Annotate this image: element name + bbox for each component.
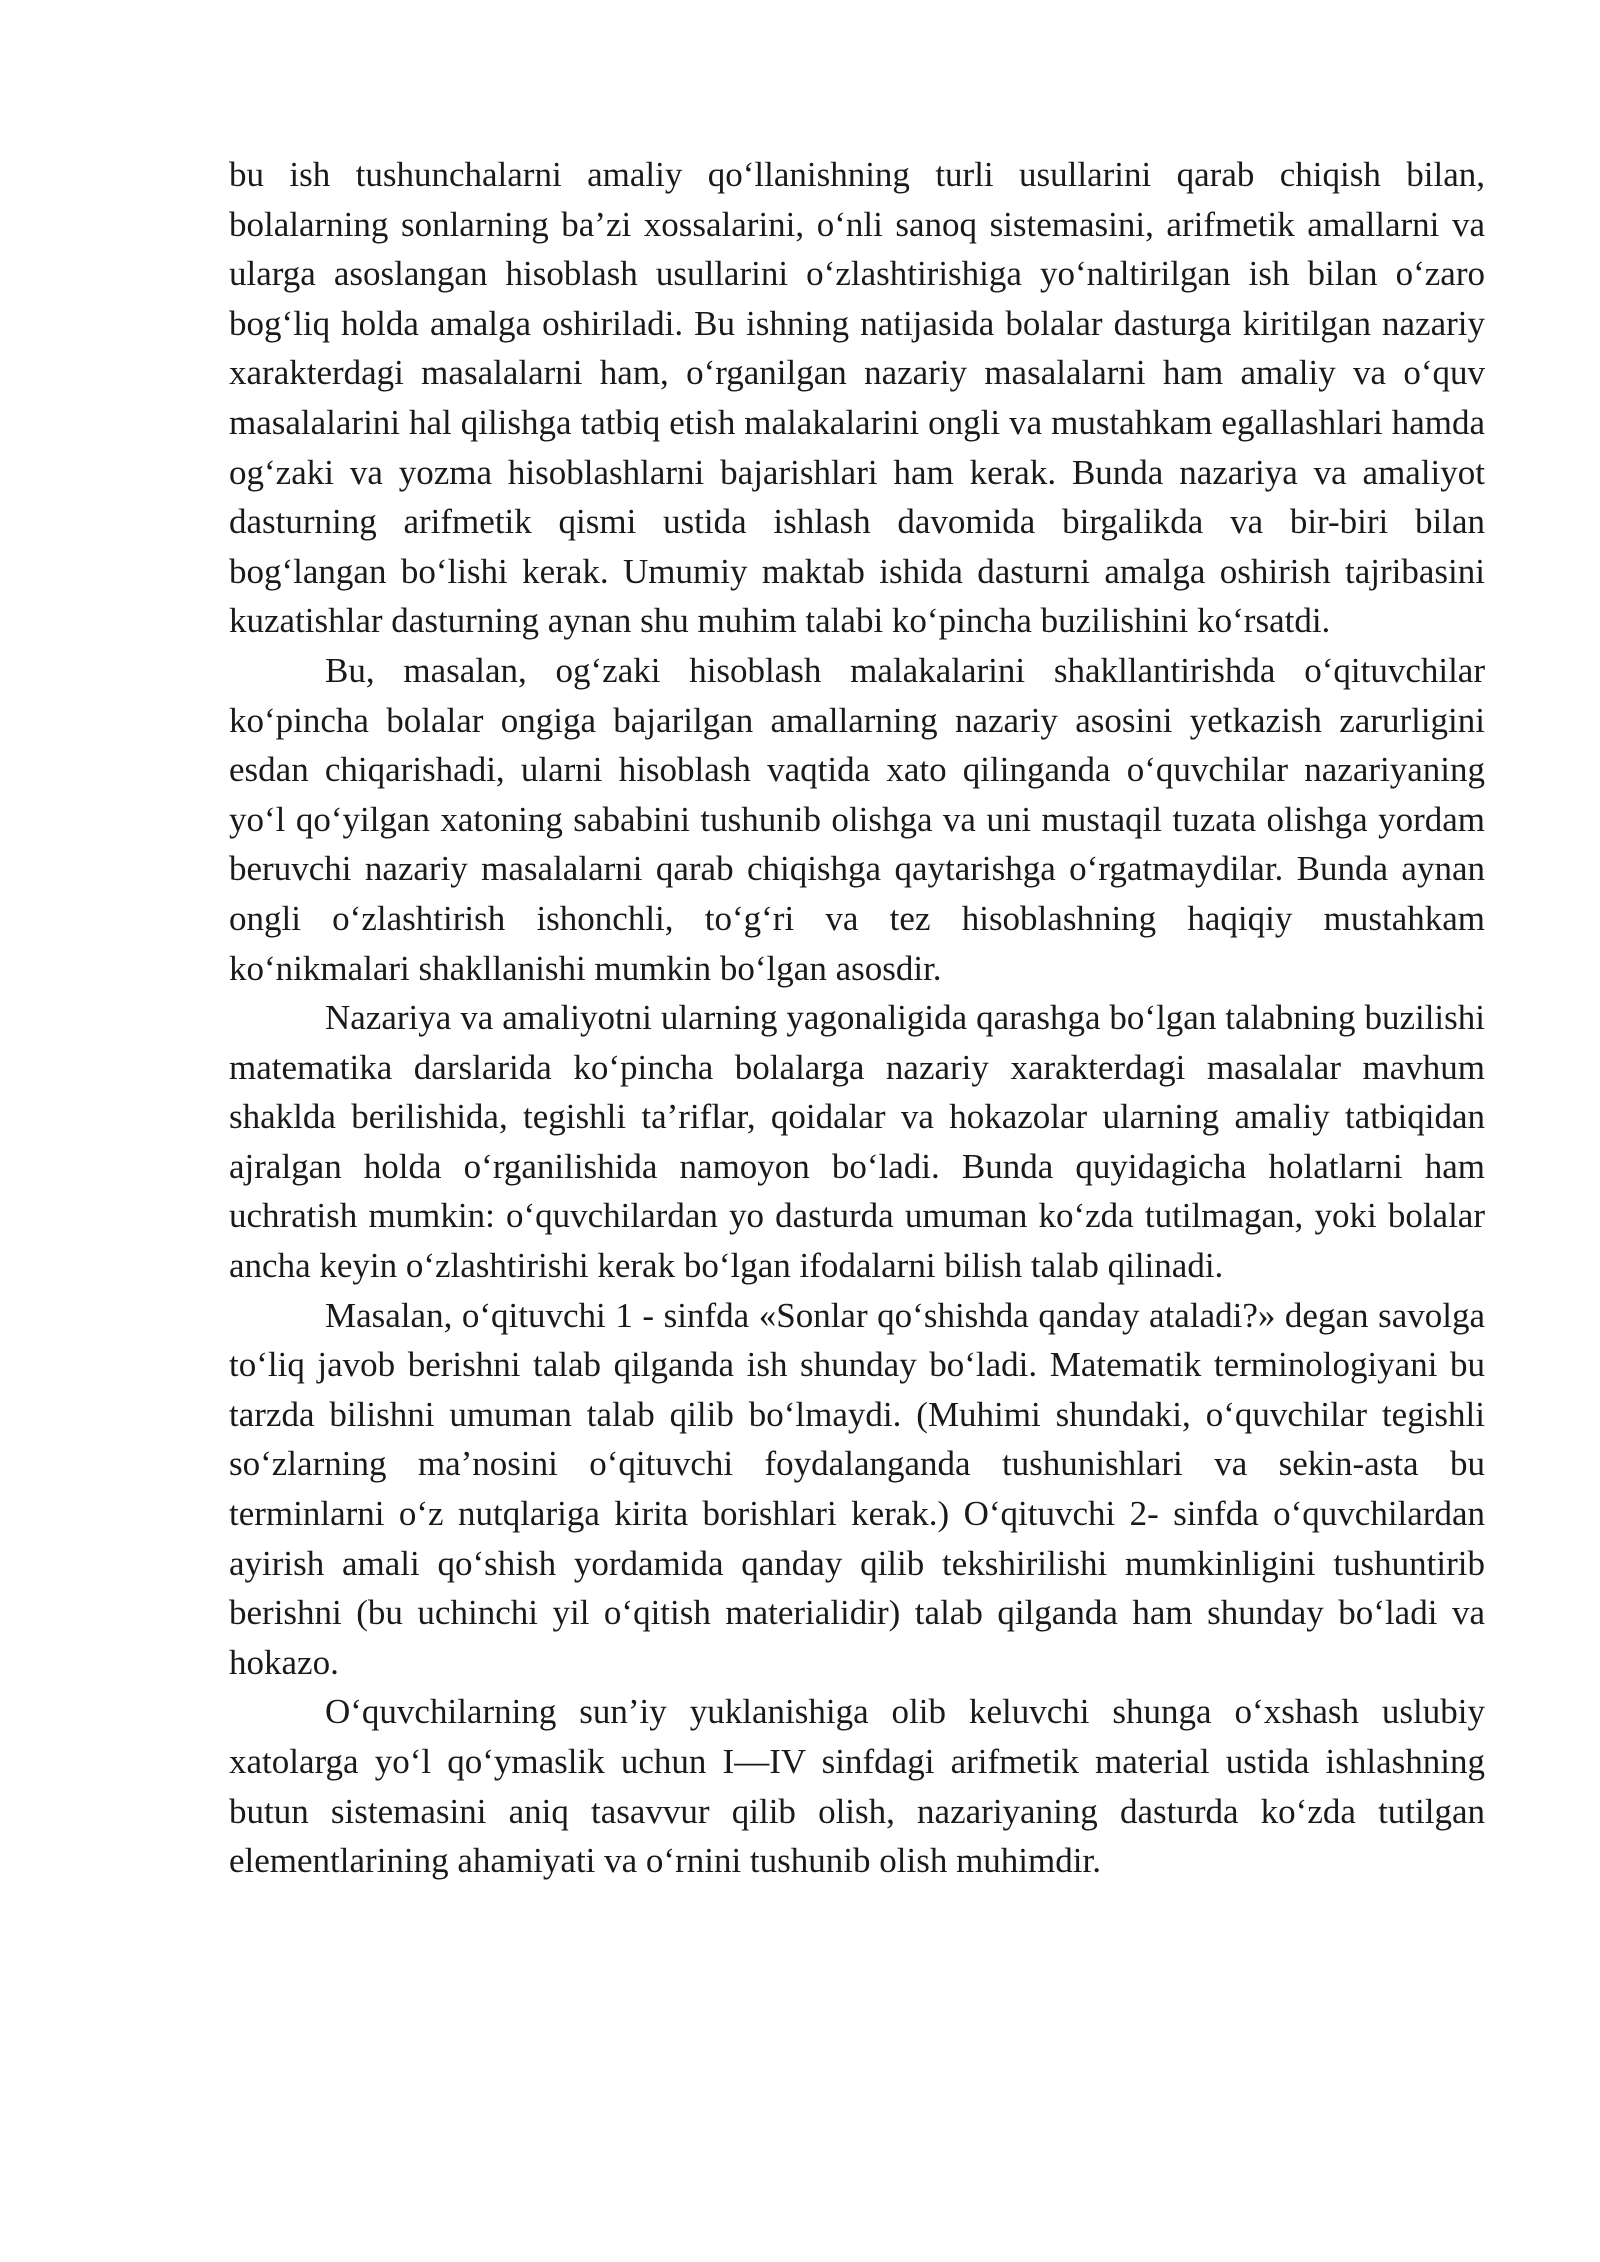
paragraph-theory-practice: Nazariya va amaliyotni ularning yagonaligida qarashga bo‘lgan talabning buzilishi matematika darslarida ko‘pincha bolalarga nazariy xarakterdagi masalalar mavhum shaklda berilishida, tegishli ta’riflar, qoidalar va hokazolar ularning amaliy tatbiqidan ajralgan holda o‘rganilishida namoyon bo‘ladi. Bunda quyidagicha holatlarni ham uchratish mumkin: o‘quvchilardan yo dasturda umuman ko‘zda tutilmagan, yoki bolalar ancha keyin o‘zlashtirishi kerak bo‘lgan ifodalarni bilish talab qilinadi. [229,998,1485,1286]
paragraph-conclusion: O‘quvchilarning sun’iy yuklanishiga olib keluvchi shunga o‘xshash uslubiy xatolarga yo‘l qo‘ymaslik uchun I—IV sinfdagi arifmetik material ustida ishlashning butun sistemasini aniq tasavvur qilib olish, nazariyaning dasturda ko‘zda tutilgan elementlarining ahamiyati va o‘rnini tushunib olish muhimdir. [229,1692,1485,1881]
paragraph-continuation: bu ish tushunchalarni amaliy qo‘llanishning turli usullarini qarab chiqish bilan, bolalarning sonlarning ba’zi xossalarini, o‘nli sanoq sistemasini, arifmetik amallarni va ularga asoslangan hisoblash usullarini o‘zlashtirishiga yo‘naltirilgan ish bilan o‘zaro bog‘liq holda amalga oshiriladi. Bu ishning natijasida bolalar dasturga kiritilgan nazariy xarakterdagi masalalarni ham, o‘rganilgan nazariy masalalarni ham amaliy va o‘quv masalalarini hal qilishga tatbiq etish malakalarini ongli va mustahkam egallashlari hamda og‘zaki va yozma hisoblashlarni bajarishlari ham kerak. Bunda nazariya va amaliyot dasturning arifmetik qismi ustida ishlash davomida birgalikda va bir-biri bilan bog‘langan bo‘lishi kerak. Umumiy maktab ishida dasturni amalga oshirish tajribasini kuzatishlar dasturning aynan shu muhim talabi ko‘pincha buzilishini ko‘rsatdi. [229,155,1485,641]
document-body [229,150,1485,1886]
paragraph-oral-calculation: Bu, masalan, og‘zaki hisoblash malakalarini shakllantirishda o‘qituvchilar ko‘pincha bolalar ongiga bajarilgan amallarning nazariy asosini yetkazish zarurligini esdan chiqarishadi, ularni hisoblash vaqtida xato qilinganda o‘quvchilar nazariyaning yo‘l qo‘yilgan xatoning sababini tushunib olishga va uni mustaqil tuzata olishga yordam beruvchi nazariy masalalarni qarab chiqishga qaytarishga o‘rgatmaydilar. Bunda aynan ongli o‘zlashtirish ishonchli, to‘g‘ri va tez hisoblashning haqiqiy mustahkam ko‘nikmalari shakllanishi mumkin bo‘lgan asosdir. [229,650,1485,988]
paragraph-example: Masalan, o‘qituvchi 1 - sinfda «Sonlar qo‘shishda qanday ataladi?» degan savolga to‘liq javob berishni talab qilganda ish shunday bo‘ladi. Matematik terminologiyani bu tarzda bilishni umuman talab qilib bo‘lmaydi. (Muhimi shundaki, o‘quvchilar tegishli so‘zlarning ma’nosini o‘qituvchi foydalanganda tushunishlari va sekin-asta bu terminlarni o‘z nutqlariga kirita borishlari kerak.) O‘qituvchi 2- sinfda o‘quvchilardan ayirish amali qo‘shish yordamida qanday qilib tekshirilishi mumkinligini tushuntirib berishni (bu uchinchi yil o‘qitish materialidir) talab qilganda ham shunday bo‘ladi va hokazo. [229,1295,1485,1682]
